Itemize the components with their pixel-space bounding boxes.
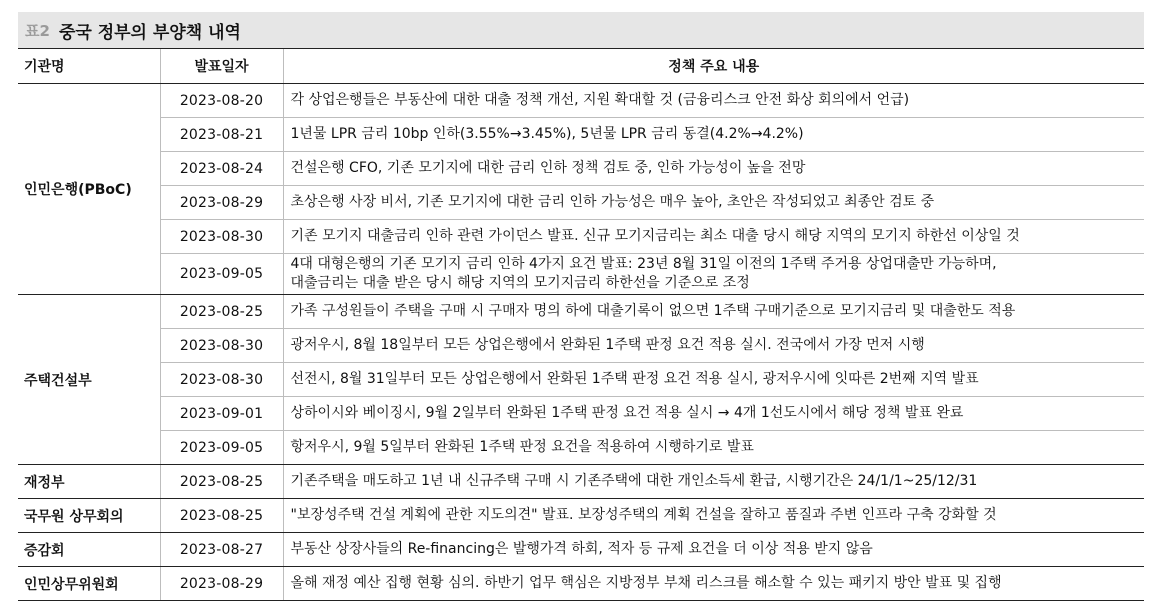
table-row xyxy=(18,567,1144,601)
content-cell: 초상은행 사장 비서, 기존 모기지에 대한 금리 인하 가능성은 매우 높아, 초안은 작성되었고 최종안 검토 중 xyxy=(283,186,1144,220)
table-row xyxy=(18,186,1144,220)
content-cell: 광저우시, 8월 18일부터 모든 상업은행에서 완화된 1주택 판정 요건 적용 실시. 전국에서 가장 먼저 시행 xyxy=(283,329,1144,363)
content-cell xyxy=(283,254,1144,295)
date-cell: 2023-08-24 xyxy=(160,152,283,186)
content-cell: 상하이시와 베이징시, 9월 2일부터 완화된 1주택 판정 요건 적용 실시 → 4개 1선도시에서 해당 정책 발표 완료 xyxy=(283,397,1144,431)
header-institution: 기관명 xyxy=(18,49,160,84)
table-row xyxy=(18,220,1144,254)
date-cell: 2023-08-29 xyxy=(160,186,283,220)
header-row xyxy=(18,49,1144,84)
content-cell: 기존주택을 매도하고 1년 내 신규주택 구매 시 기존주택에 대한 개인소득세 환급, 시행기간은 24/1/1~25/12/31 xyxy=(283,465,1144,499)
date-cell: 2023-08-30 xyxy=(160,220,283,254)
institution-cell: 증감회 xyxy=(18,533,160,567)
table-row xyxy=(18,363,1144,397)
content-cell: 가족 구성원들이 주택을 구매 시 구매자 명의 하에 대출기록이 없으면 1주택 구매기준으로 모기지금리 및 대출한도 적용 xyxy=(283,295,1144,329)
table-title: 중국 정부의 부양책 내역 xyxy=(58,22,241,43)
institution-cell: 주택건설부 xyxy=(18,295,160,465)
content-cell: 건설은행 CFO, 기존 모기지에 대한 금리 인하 정책 검토 중, 인하 가능성이 높을 전망 xyxy=(283,152,1144,186)
date-cell: 2023-08-29 xyxy=(160,567,283,601)
table-row xyxy=(18,295,1144,329)
table-row xyxy=(18,84,1144,118)
institution-cell: 국무원 상무회의 xyxy=(18,499,160,533)
date-cell: 2023-08-21 xyxy=(160,118,283,152)
table-row xyxy=(18,152,1144,186)
date-cell: 2023-08-25 xyxy=(160,499,283,533)
institution-cell: 인민은행(PBoC) xyxy=(18,84,160,295)
date-cell: 2023-08-27 xyxy=(160,533,283,567)
content-cell: 항저우시, 9월 5일부터 완화된 1주택 판정 요건을 적용하여 시행하기로 발표 xyxy=(283,431,1144,465)
content-cell: 기존 모기지 대출금리 인하 관련 가이던스 발표. 신규 모기지금리는 최소 대출 당시 해당 지역의 모기지 하한선 이상일 것 xyxy=(283,220,1144,254)
table-title-bar xyxy=(18,12,1144,48)
date-cell: 2023-09-05 xyxy=(160,431,283,465)
content-cell: 1년물 LPR 금리 10bp 인하(3.55%→3.45%), 5년물 LPR 금리 동결(4.2%→4.2%) xyxy=(283,118,1144,152)
table-number: 표2 xyxy=(25,21,50,40)
institution-cell: 인민상무위원회 xyxy=(18,567,160,601)
date-cell: 2023-08-25 xyxy=(160,295,283,329)
content-line-1: 4대 대형은행의 기존 모기지 금리 인하 4가지 요건 발표: 23년 8월 31일 이전의 1주택 주거용 상업대출만 가능하며, xyxy=(290,256,997,272)
date-cell: 2023-08-25 xyxy=(160,465,283,499)
content-cell: 선전시, 8월 31일부터 모든 상업은행에서 완화된 1주택 판정 요건 적용 실시, 광저우시에 잇따른 2번째 지역 발표 xyxy=(283,363,1144,397)
header-date: 발표일자 xyxy=(160,49,283,84)
date-cell: 2023-08-30 xyxy=(160,329,283,363)
table-row xyxy=(18,533,1144,567)
table-row xyxy=(18,329,1144,363)
table-row xyxy=(18,431,1144,465)
date-cell: 2023-09-01 xyxy=(160,397,283,431)
date-cell: 2023-08-30 xyxy=(160,363,283,397)
policy-table-container xyxy=(18,12,1144,601)
institution-cell: 재정부 xyxy=(18,465,160,499)
content-line-2: 대출금리는 대출 받은 당시 해당 지역의 모기지금리 하한선을 기준으로 조정 xyxy=(290,275,750,291)
date-cell: 2023-09-05 xyxy=(160,254,283,295)
table-row xyxy=(18,499,1144,533)
table-row xyxy=(18,397,1144,431)
date-cell: 2023-08-20 xyxy=(160,84,283,118)
header-content: 정책 주요 내용 xyxy=(283,49,1144,84)
policy-table xyxy=(18,48,1144,601)
table-row xyxy=(18,118,1144,152)
content-cell: 올해 재정 예산 집행 현황 심의. 하반기 업무 핵심은 지방정부 부채 리스크를 해소할 수 있는 패키지 방안 발표 및 집행 xyxy=(283,567,1144,601)
table-row xyxy=(18,254,1144,295)
table-row xyxy=(18,465,1144,499)
content-cell: 각 상업은행들은 부동산에 대한 대출 정책 개선, 지원 확대할 것 (금융리스크 안전 화상 회의에서 언급) xyxy=(283,84,1144,118)
content-cell: 부동산 상장사들의 Re-financing은 발행가격 하회, 적자 등 규제 요건을 더 이상 적용 받지 않음 xyxy=(283,533,1144,567)
content-cell: "보장성주택 건설 계획에 관한 지도의견" 발표. 보장성주택의 계획 건설을 잘하고 품질과 주변 인프라 구축 강화할 것 xyxy=(283,499,1144,533)
